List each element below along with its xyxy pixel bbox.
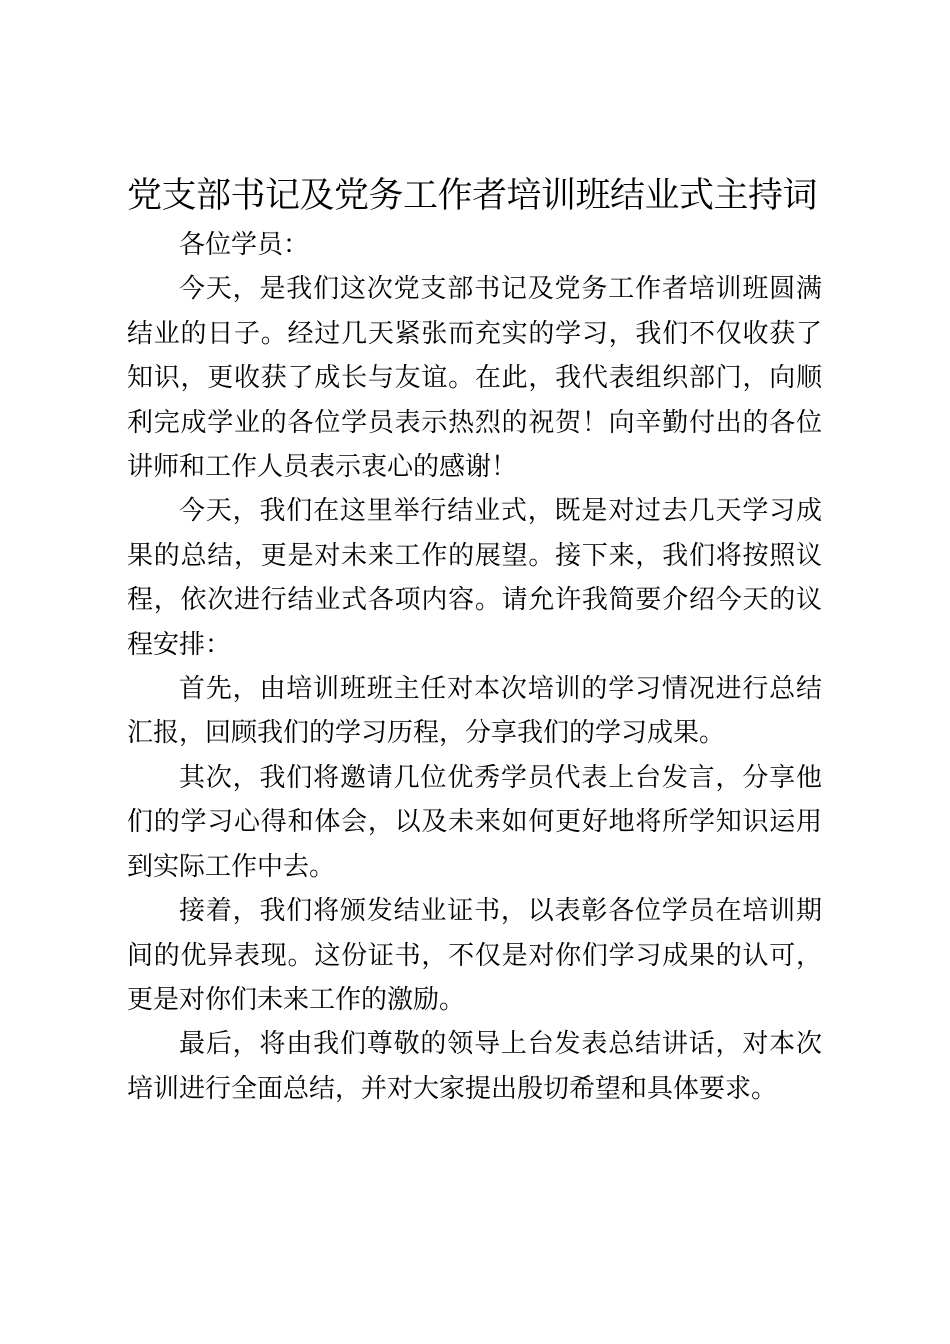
paragraph-agenda-intro: 今天，我们在这里举行结业式，既是对过去几天学习成果的总结，更是对未来工作的展望。接下来，我们将按照议程，依次进行结业式各项内容。请允许我简要介绍今天的议程安排： xyxy=(127,496,822,660)
salutation: 各位学员： xyxy=(179,230,310,260)
document-body xyxy=(127,223,822,1111)
document-title: 党支部书记及党务工作者培训班结业式主持词 xyxy=(127,176,818,216)
paragraph-opening: 今天，是我们这次党支部书记及党务工作者培训班圆满结业的日子。经过几天紧张而充实的学习，我们不仅收获了知识，更收获了成长与友谊。在此，我代表组织部门，向顺利完成学业的各位学员表示热烈的祝贺！向辛勤付出的各位讲师和工作人员表示衷心的感谢！ xyxy=(127,274,822,483)
paragraph-second: 其次，我们将邀请几位优秀学员代表上台发言，分享他们的学习心得和体会，以及未来如何更好地将所学知识运用到实际工作中去。 xyxy=(127,762,822,882)
paragraph-first: 首先，由培训班班主任对本次培训的学习情况进行总结汇报，回顾我们的学习历程，分享我们的学习成果。 xyxy=(127,674,822,749)
paragraph-third: 接着，我们将颁发结业证书，以表彰各位学员在培训期间的优异表现。这份证书，不仅是对你们学习成果的认可，更是对你们未来工作的激励。 xyxy=(127,896,822,1015)
paragraph-last: 最后，将由我们尊敬的领导上台发表总结讲话，对本次培训进行全面总结，并对大家提出殷切希望和具体要求。 xyxy=(127,1029,822,1104)
